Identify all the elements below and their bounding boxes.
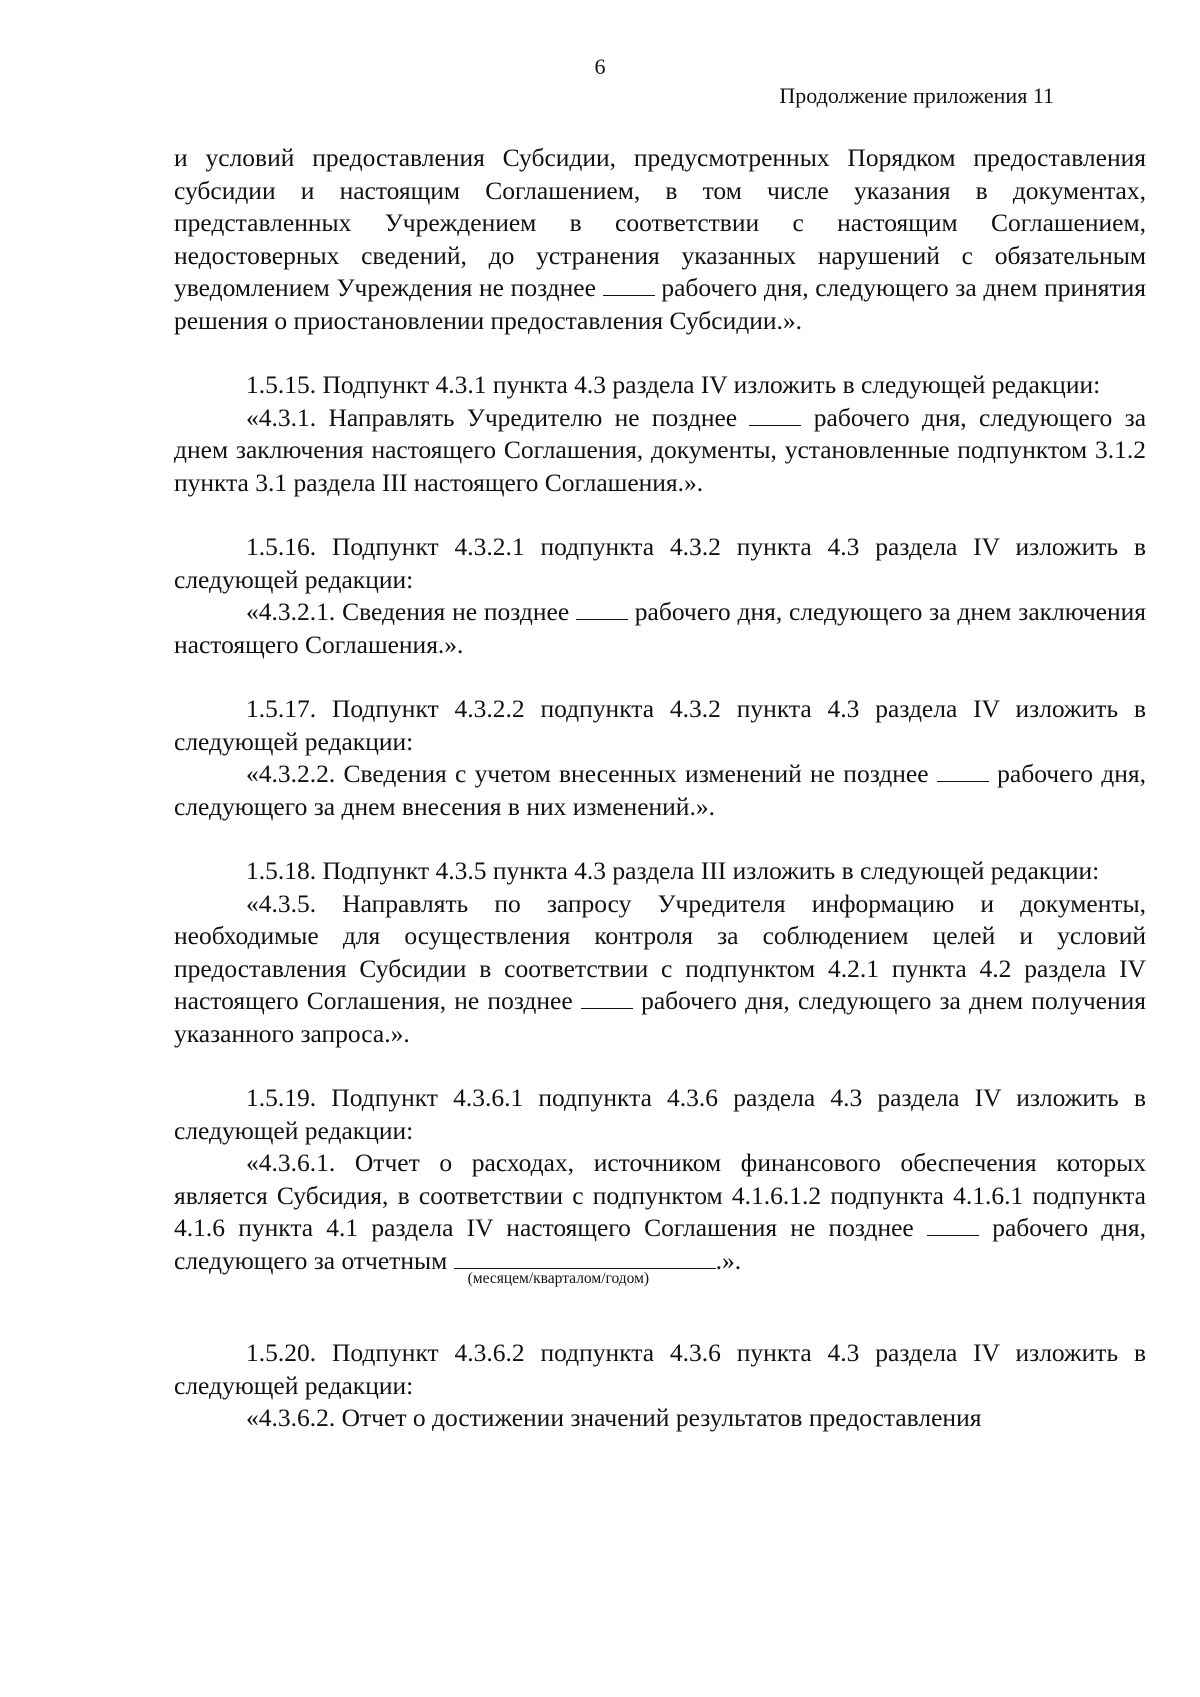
intro-paragraph	[174, 142, 1146, 337]
quote-text-middle: рабочего дня, следующего за отчетным	[174, 1213, 1147, 1275]
quote-text: «4.3.2.2. Сведения с учетом внесенных изменений не позднее	[246, 759, 929, 788]
quote-text: «4.3.1. Направлять Учредителю не позднее	[246, 402, 738, 432]
section-1-5-16-quote	[174, 596, 1146, 661]
fill-in-blank	[749, 403, 801, 426]
fill-in-blank	[927, 1213, 979, 1236]
fill-in-blank	[603, 273, 655, 296]
period-blank-caption: (месяцем/кварталом/годом)	[467, 1269, 650, 1287]
document-body	[174, 142, 1146, 1435]
section-1-5-20-heading: 1.5.20. Подпункт 4.3.6.2 подпункта 4.3.6 пункта 4.3 раздела IV изложить в следующей редакции:	[174, 1338, 1146, 1400]
section-1-5-17-quote	[174, 758, 1146, 823]
quote-text: «4.3.5. Направлять по запросу Учредителя информацию и документы, необходимые для осуществления контроля за соблюдением целей и условий предоставления Субсидии в соответствии с подпунктом 4.2.1 пункта 4.2 раздела IV настоящего Соглашения, не позднее	[174, 888, 1146, 1015]
section-1-5-19-quote	[174, 1147, 1147, 1287]
fill-in-blank	[581, 986, 633, 1009]
section-1-5-16-heading: 1.5.16. Подпункт 4.3.2.1 подпункта 4.3.2 пункта 4.3 раздела IV изложить в следующей редакции:	[174, 532, 1146, 594]
intro-text-after: рабочего дня, следующего за днем принятия решения о приостановлении предоставления Субсидии.».	[174, 273, 1147, 335]
quote-text-after: рабочего дня, следующего за днем получения указанного запроса.».	[174, 986, 1147, 1048]
quote-text-after: рабочего дня, следующего за днем заключения настоящего Соглашения, документы, установленные подпунктом 3.1.2 пункта 3.1 раздела III настоящего Соглашения.».	[174, 402, 1147, 497]
quote-text-after: рабочего дня, следующего за днем внесения в них изменений.».	[174, 759, 1147, 821]
section-1-5-15-heading: 1.5.15. Подпункт 4.3.1 пункта 4.3 раздела IV изложить в следующей редакции:	[246, 370, 1101, 399]
quote-text: «4.3.6.1. Отчет о расходах, источником финансового обеспечения которых является Субсидия, в соответствии с подпунктом 4.1.6.1.2 подпункта 4.1.6.1 подпункта 4.1.6 пункта 4.1 раздела IV настоящего Соглашения не позднее	[174, 1148, 1146, 1242]
section-1-5-18-heading: 1.5.18. Подпункт 4.3.5 пункта 4.3 раздела III изложить в следующей редакции:	[246, 856, 1100, 885]
page-number: 6	[594, 54, 606, 79]
section-1-5-15-quote	[174, 402, 1146, 500]
quote-text-after: рабочего дня, следующего за днем заключения настоящего Соглашения.».	[174, 597, 1147, 659]
section-1-5-17-heading: 1.5.17. Подпункт 4.3.2.2 подпункта 4.3.2 пункта 4.3 раздела IV изложить в следующей редакции:	[174, 694, 1146, 756]
intro-text: и условий предоставления Субсидии, предусмотренных Порядком предоставления субсидии и настоящим Соглашением, в том числе указания в документах, представленных Учреждением в соответствии с настоящим Соглашением, недостоверных сведений, до устранения указанных нарушений с обязательным уведомлением Учреждения не позднее	[174, 143, 1146, 302]
period-fill-in-blank	[454, 1246, 716, 1287]
section-1-5-20-quote: «4.3.6.2. Отчет о достижении значений результатов предоставления	[246, 1403, 982, 1432]
quote-text: «4.3.2.1. Сведения не позднее	[246, 597, 570, 626]
section-1-5-18-quote	[174, 888, 1146, 1051]
quote-text-end: .».	[715, 1245, 742, 1275]
section-1-5-19-heading: 1.5.19. Подпункт 4.3.6.1 подпункта 4.3.6 раздела 4.3 раздела IV изложить в следующей редакции:	[174, 1083, 1146, 1145]
running-header: Продолжение приложения 11	[779, 83, 1054, 108]
fill-in-blank	[576, 597, 628, 620]
fill-in-blank	[937, 759, 989, 782]
